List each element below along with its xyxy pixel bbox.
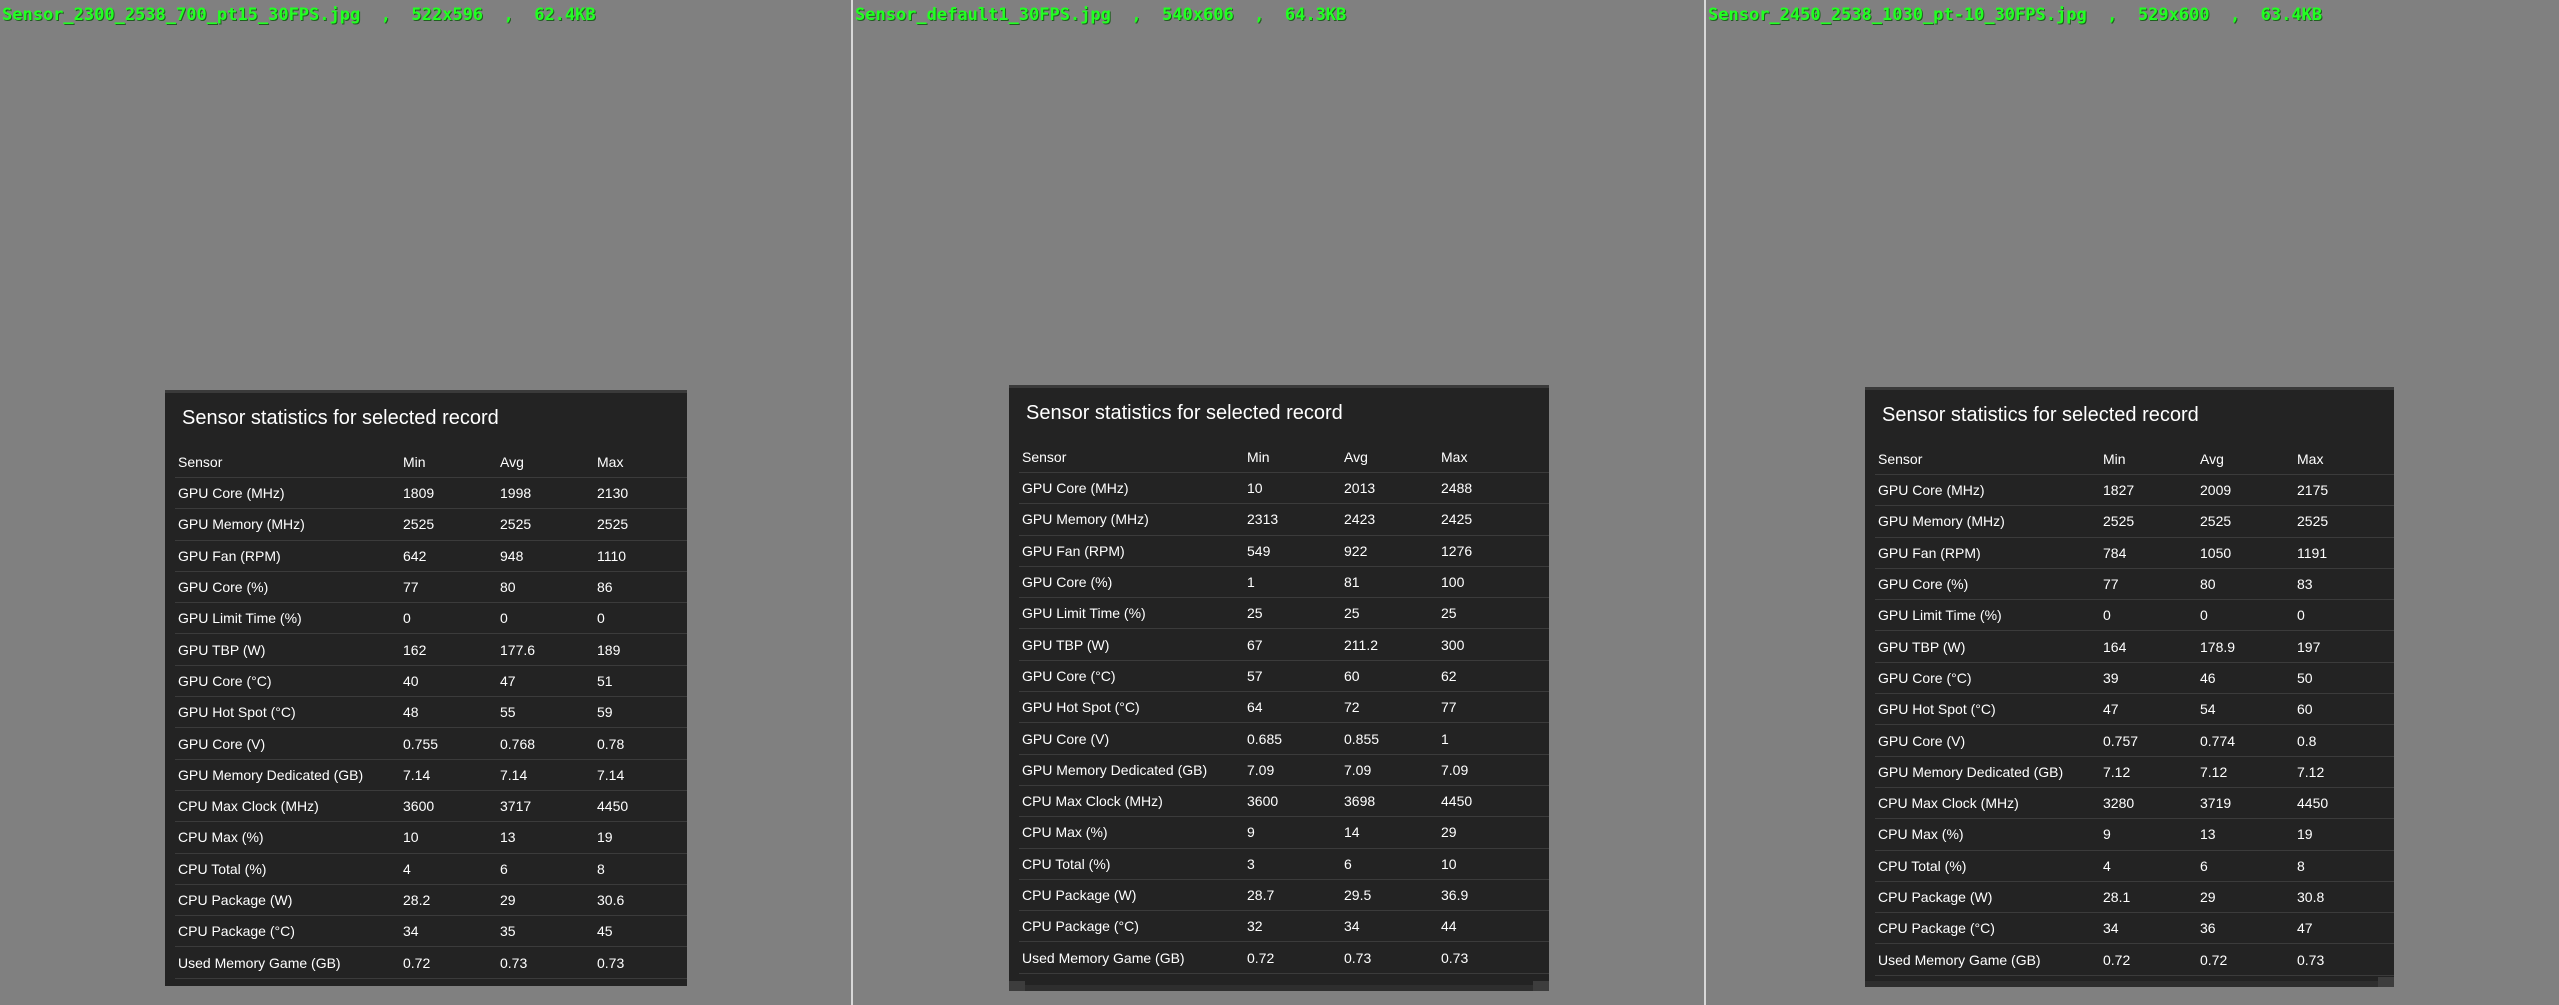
avg-value-cell: 0.774 bbox=[2197, 725, 2294, 756]
avg-value-cell: 922 bbox=[1341, 535, 1438, 566]
max-value-cell: 0.73 bbox=[2294, 944, 2394, 975]
scroll-left-handle[interactable] bbox=[1009, 981, 1025, 991]
sensor-name-cell: CPU Max (%) bbox=[175, 822, 400, 853]
sensor-name-cell: CPU Package (W) bbox=[175, 884, 400, 915]
avg-value-cell: 0.72 bbox=[2197, 944, 2294, 975]
max-value-cell: 2525 bbox=[594, 509, 687, 540]
min-value-cell: 3280 bbox=[2100, 787, 2197, 818]
min-value-cell: 1 bbox=[1244, 566, 1341, 597]
table-row bbox=[175, 634, 687, 665]
sensor-stats-panel bbox=[1865, 387, 2394, 987]
table-row bbox=[1019, 848, 1549, 879]
min-value-cell: 3600 bbox=[400, 790, 497, 821]
table-row bbox=[175, 759, 687, 790]
max-value-cell: 0.73 bbox=[594, 947, 687, 978]
sensor-name-cell: GPU Fan (RPM) bbox=[175, 540, 400, 571]
avg-value-cell: 7.14 bbox=[497, 759, 594, 790]
min-value-cell: 0.72 bbox=[2100, 944, 2197, 975]
sensor-name-cell: GPU Core (MHz) bbox=[1019, 473, 1244, 504]
max-value-cell: 36.9 bbox=[1438, 879, 1549, 910]
table-row bbox=[175, 728, 687, 759]
table-row bbox=[175, 947, 687, 978]
table-row bbox=[1019, 473, 1549, 504]
max-value-cell: 50 bbox=[2294, 662, 2394, 693]
sensor-name-cell: CPU Max Clock (MHz) bbox=[1875, 787, 2100, 818]
table-row bbox=[1875, 506, 2394, 537]
max-value-cell: 0.73 bbox=[1438, 942, 1549, 973]
avg-value-cell: 80 bbox=[497, 571, 594, 602]
min-value-cell: 642 bbox=[400, 540, 497, 571]
avg-value-cell: 6 bbox=[2197, 850, 2294, 881]
image-caption: Sensor_default1_30FPS.jpg , 540x606 , 64.3KB bbox=[855, 5, 1347, 25]
table-row bbox=[1875, 600, 2394, 631]
sensor-name-cell: GPU Core (°C) bbox=[1019, 660, 1244, 691]
avg-value-cell: 25 bbox=[1341, 598, 1438, 629]
min-value-cell: 7.14 bbox=[400, 759, 497, 790]
avg-value-cell: 35 bbox=[497, 916, 594, 947]
table-row bbox=[175, 884, 687, 915]
min-value-cell: 784 bbox=[2100, 537, 2197, 568]
min-value-cell: 164 bbox=[2100, 631, 2197, 662]
min-value-cell: 7.09 bbox=[1244, 754, 1341, 785]
max-value-cell: 2488 bbox=[1438, 473, 1549, 504]
sensor-name-cell: GPU Core (MHz) bbox=[175, 478, 400, 509]
min-value-cell: 67 bbox=[1244, 629, 1341, 660]
table-row bbox=[1875, 662, 2394, 693]
min-value-cell: 47 bbox=[2100, 694, 2197, 725]
max-value-cell: 7.12 bbox=[2294, 756, 2394, 787]
column-header-sensor: Sensor bbox=[1019, 442, 1244, 473]
sensor-stats-table bbox=[1875, 444, 2394, 976]
min-value-cell: 28.1 bbox=[2100, 881, 2197, 912]
table-row bbox=[175, 916, 687, 947]
column-header-avg: Avg bbox=[497, 447, 594, 478]
avg-value-cell: 46 bbox=[2197, 662, 2294, 693]
max-value-cell: 8 bbox=[2294, 850, 2394, 881]
table-row bbox=[175, 478, 687, 509]
avg-value-cell: 2525 bbox=[497, 509, 594, 540]
max-value-cell: 19 bbox=[594, 822, 687, 853]
max-value-cell: 1 bbox=[1438, 723, 1549, 754]
table-row bbox=[175, 540, 687, 571]
column-header-min: Min bbox=[400, 447, 497, 478]
table-row bbox=[175, 571, 687, 602]
column-header-max: Max bbox=[1438, 442, 1549, 473]
max-value-cell: 47 bbox=[2294, 913, 2394, 944]
min-value-cell: 7.12 bbox=[2100, 756, 2197, 787]
min-value-cell: 39 bbox=[2100, 662, 2197, 693]
table-row bbox=[1875, 725, 2394, 756]
avg-value-cell: 29 bbox=[2197, 881, 2294, 912]
table-row bbox=[1875, 694, 2394, 725]
min-value-cell: 0 bbox=[400, 603, 497, 634]
avg-value-cell: 3719 bbox=[2197, 787, 2294, 818]
sensor-name-cell: GPU Core (V) bbox=[1019, 723, 1244, 754]
panel-title: Sensor statistics for selected record bbox=[1882, 404, 2199, 426]
max-value-cell: 300 bbox=[1438, 629, 1549, 660]
sensor-name-cell: GPU TBP (W) bbox=[1875, 631, 2100, 662]
table-row bbox=[1875, 568, 2394, 599]
avg-value-cell: 7.09 bbox=[1341, 754, 1438, 785]
sensor-name-cell: Used Memory Game (GB) bbox=[175, 947, 400, 978]
max-value-cell: 62 bbox=[1438, 660, 1549, 691]
sensor-name-cell: GPU Fan (RPM) bbox=[1019, 535, 1244, 566]
avg-value-cell: 7.12 bbox=[2197, 756, 2294, 787]
min-value-cell: 64 bbox=[1244, 692, 1341, 723]
avg-value-cell: 6 bbox=[1341, 848, 1438, 879]
sensor-name-cell: CPU Total (%) bbox=[1019, 848, 1244, 879]
min-value-cell: 0.72 bbox=[400, 947, 497, 978]
max-value-cell: 59 bbox=[594, 697, 687, 728]
sensor-name-cell: GPU Core (%) bbox=[1019, 566, 1244, 597]
min-value-cell: 48 bbox=[400, 697, 497, 728]
table-row bbox=[1875, 913, 2394, 944]
table-row bbox=[175, 603, 687, 634]
table-row bbox=[1875, 819, 2394, 850]
min-value-cell: 77 bbox=[400, 571, 497, 602]
min-value-cell: 0.72 bbox=[1244, 942, 1341, 973]
min-value-cell: 25 bbox=[1244, 598, 1341, 629]
min-value-cell: 77 bbox=[2100, 568, 2197, 599]
max-value-cell: 44 bbox=[1438, 911, 1549, 942]
table-row bbox=[1019, 911, 1549, 942]
image-pane-1 bbox=[0, 0, 851, 1005]
max-value-cell: 4450 bbox=[594, 790, 687, 821]
avg-value-cell: 0.73 bbox=[1341, 942, 1438, 973]
avg-value-cell: 1998 bbox=[497, 478, 594, 509]
sensor-name-cell: GPU Memory Dedicated (GB) bbox=[175, 759, 400, 790]
avg-value-cell: 34 bbox=[1341, 911, 1438, 942]
image-pane-3 bbox=[1706, 0, 2559, 1005]
table-row bbox=[1875, 631, 2394, 662]
scroll-right-handle[interactable] bbox=[1533, 981, 1549, 991]
sensor-name-cell: CPU Package (°C) bbox=[1019, 911, 1244, 942]
avg-value-cell: 178.9 bbox=[2197, 631, 2294, 662]
sensor-name-cell: GPU Memory (MHz) bbox=[175, 509, 400, 540]
min-value-cell: 2525 bbox=[400, 509, 497, 540]
max-value-cell: 197 bbox=[2294, 631, 2394, 662]
sensor-name-cell: GPU Memory Dedicated (GB) bbox=[1019, 754, 1244, 785]
min-value-cell: 0 bbox=[2100, 600, 2197, 631]
image-caption: Sensor_2450_2538_1030_pt-10_30FPS.jpg , 529x600 , 63.4KB bbox=[1708, 5, 2323, 25]
sensor-name-cell: GPU TBP (W) bbox=[175, 634, 400, 665]
table-row bbox=[1019, 598, 1549, 629]
max-value-cell: 100 bbox=[1438, 566, 1549, 597]
table-row bbox=[175, 853, 687, 884]
avg-value-cell: 80 bbox=[2197, 568, 2294, 599]
table-row bbox=[1019, 942, 1549, 973]
max-value-cell: 7.14 bbox=[594, 759, 687, 790]
avg-value-cell: 2013 bbox=[1341, 473, 1438, 504]
avg-value-cell: 29.5 bbox=[1341, 879, 1438, 910]
avg-value-cell: 2009 bbox=[2197, 475, 2294, 506]
min-value-cell: 549 bbox=[1244, 535, 1341, 566]
max-value-cell: 0 bbox=[594, 603, 687, 634]
avg-value-cell: 0 bbox=[497, 603, 594, 634]
min-value-cell: 34 bbox=[2100, 913, 2197, 944]
avg-value-cell: 13 bbox=[497, 822, 594, 853]
avg-value-cell: 0 bbox=[2197, 600, 2294, 631]
min-value-cell: 162 bbox=[400, 634, 497, 665]
max-value-cell: 7.09 bbox=[1438, 754, 1549, 785]
sensor-name-cell: CPU Max (%) bbox=[1019, 817, 1244, 848]
min-value-cell: 57 bbox=[1244, 660, 1341, 691]
sensor-name-cell: CPU Package (W) bbox=[1019, 879, 1244, 910]
min-value-cell: 1827 bbox=[2100, 475, 2197, 506]
max-value-cell: 1110 bbox=[594, 540, 687, 571]
sensor-name-cell: CPU Max Clock (MHz) bbox=[175, 790, 400, 821]
max-value-cell: 10 bbox=[1438, 848, 1549, 879]
column-header-sensor: Sensor bbox=[175, 447, 400, 478]
sensor-name-cell: GPU Hot Spot (°C) bbox=[1875, 694, 2100, 725]
sensor-name-cell: CPU Total (%) bbox=[175, 853, 400, 884]
sensor-name-cell: GPU Limit Time (%) bbox=[175, 603, 400, 634]
max-value-cell: 8 bbox=[594, 853, 687, 884]
sensor-name-cell: Used Memory Game (GB) bbox=[1875, 944, 2100, 975]
table-row bbox=[1019, 785, 1549, 816]
avg-value-cell: 211.2 bbox=[1341, 629, 1438, 660]
min-value-cell: 0.755 bbox=[400, 728, 497, 759]
scroll-right-handle[interactable] bbox=[2378, 977, 2394, 987]
max-value-cell: 1191 bbox=[2294, 537, 2394, 568]
sensor-stats-panel bbox=[1009, 385, 1549, 991]
max-value-cell: 30.8 bbox=[2294, 881, 2394, 912]
table-row bbox=[1019, 660, 1549, 691]
sensor-name-cell: GPU Memory Dedicated (GB) bbox=[1875, 756, 2100, 787]
table-row bbox=[1875, 944, 2394, 975]
min-value-cell: 40 bbox=[400, 665, 497, 696]
sensor-name-cell: GPU Core (°C) bbox=[1875, 662, 2100, 693]
table-row bbox=[175, 697, 687, 728]
sensor-name-cell: GPU Fan (RPM) bbox=[1875, 537, 2100, 568]
min-value-cell: 0.757 bbox=[2100, 725, 2197, 756]
table-row bbox=[1875, 881, 2394, 912]
sensor-name-cell: GPU Core (%) bbox=[175, 571, 400, 602]
sensor-name-cell: GPU Core (V) bbox=[175, 728, 400, 759]
sensor-name-cell: GPU Core (%) bbox=[1875, 568, 2100, 599]
avg-value-cell: 14 bbox=[1341, 817, 1438, 848]
min-value-cell: 2313 bbox=[1244, 504, 1341, 535]
horizontal-scrollbar[interactable] bbox=[1009, 985, 1549, 991]
avg-value-cell: 54 bbox=[2197, 694, 2294, 725]
table-row bbox=[1019, 692, 1549, 723]
avg-value-cell: 948 bbox=[497, 540, 594, 571]
table-row bbox=[1019, 754, 1549, 785]
max-value-cell: 189 bbox=[594, 634, 687, 665]
max-value-cell: 1276 bbox=[1438, 535, 1549, 566]
table-row bbox=[1019, 723, 1549, 754]
max-value-cell: 29 bbox=[1438, 817, 1549, 848]
table-header-row bbox=[1875, 444, 2394, 475]
max-value-cell: 4450 bbox=[1438, 785, 1549, 816]
table-row bbox=[175, 790, 687, 821]
sensor-name-cell: GPU Core (MHz) bbox=[1875, 475, 2100, 506]
min-value-cell: 1809 bbox=[400, 478, 497, 509]
min-value-cell: 3 bbox=[1244, 848, 1341, 879]
table-row bbox=[1019, 817, 1549, 848]
column-header-min: Min bbox=[2100, 444, 2197, 475]
avg-value-cell: 0.768 bbox=[497, 728, 594, 759]
sensor-name-cell: CPU Max (%) bbox=[1875, 819, 2100, 850]
max-value-cell: 30.6 bbox=[594, 884, 687, 915]
column-header-max: Max bbox=[594, 447, 687, 478]
avg-value-cell: 36 bbox=[2197, 913, 2294, 944]
sensor-stats-table bbox=[1019, 442, 1549, 974]
sensor-name-cell: GPU TBP (W) bbox=[1019, 629, 1244, 660]
sensor-name-cell: GPU Memory (MHz) bbox=[1019, 504, 1244, 535]
max-value-cell: 2425 bbox=[1438, 504, 1549, 535]
sensor-name-cell: CPU Package (°C) bbox=[175, 916, 400, 947]
max-value-cell: 0.78 bbox=[594, 728, 687, 759]
table-row bbox=[1875, 850, 2394, 881]
table-row bbox=[1019, 566, 1549, 597]
avg-value-cell: 47 bbox=[497, 665, 594, 696]
sensor-stats-panel bbox=[165, 390, 687, 986]
avg-value-cell: 0.855 bbox=[1341, 723, 1438, 754]
table-row bbox=[1875, 537, 2394, 568]
sensor-name-cell: CPU Package (°C) bbox=[1875, 913, 2100, 944]
max-value-cell: 83 bbox=[2294, 568, 2394, 599]
sensor-name-cell: CPU Package (W) bbox=[1875, 881, 2100, 912]
max-value-cell: 45 bbox=[594, 916, 687, 947]
avg-value-cell: 0.73 bbox=[497, 947, 594, 978]
avg-value-cell: 177.6 bbox=[497, 634, 594, 665]
min-value-cell: 34 bbox=[400, 916, 497, 947]
max-value-cell: 60 bbox=[2294, 694, 2394, 725]
max-value-cell: 0 bbox=[2294, 600, 2394, 631]
column-header-max: Max bbox=[2294, 444, 2394, 475]
table-row bbox=[175, 822, 687, 853]
max-value-cell: 2175 bbox=[2294, 475, 2394, 506]
sensor-name-cell: GPU Limit Time (%) bbox=[1875, 600, 2100, 631]
max-value-cell: 86 bbox=[594, 571, 687, 602]
horizontal-scrollbar[interactable] bbox=[1865, 981, 2394, 987]
avg-value-cell: 1050 bbox=[2197, 537, 2294, 568]
avg-value-cell: 81 bbox=[1341, 566, 1438, 597]
sensor-name-cell: CPU Max Clock (MHz) bbox=[1019, 785, 1244, 816]
max-value-cell: 77 bbox=[1438, 692, 1549, 723]
table-row bbox=[1875, 475, 2394, 506]
panel-title: Sensor statistics for selected record bbox=[1026, 402, 1343, 424]
min-value-cell: 28.7 bbox=[1244, 879, 1341, 910]
column-header-avg: Avg bbox=[2197, 444, 2294, 475]
min-value-cell: 32 bbox=[1244, 911, 1341, 942]
min-value-cell: 4 bbox=[400, 853, 497, 884]
table-row bbox=[1875, 787, 2394, 818]
table-row bbox=[1019, 879, 1549, 910]
avg-value-cell: 3717 bbox=[497, 790, 594, 821]
table-header-row bbox=[175, 447, 687, 478]
sensor-stats-table bbox=[175, 447, 687, 979]
sensor-name-cell: GPU Memory (MHz) bbox=[1875, 506, 2100, 537]
min-value-cell: 9 bbox=[1244, 817, 1341, 848]
min-value-cell: 0.685 bbox=[1244, 723, 1341, 754]
sensor-name-cell: GPU Limit Time (%) bbox=[1019, 598, 1244, 629]
min-value-cell: 4 bbox=[2100, 850, 2197, 881]
sensor-name-cell: Used Memory Game (GB) bbox=[1019, 942, 1244, 973]
panel-title: Sensor statistics for selected record bbox=[182, 407, 499, 429]
avg-value-cell: 2525 bbox=[2197, 506, 2294, 537]
max-value-cell: 2525 bbox=[2294, 506, 2394, 537]
sensor-name-cell: CPU Total (%) bbox=[1875, 850, 2100, 881]
avg-value-cell: 55 bbox=[497, 697, 594, 728]
min-value-cell: 28.2 bbox=[400, 884, 497, 915]
column-header-sensor: Sensor bbox=[1875, 444, 2100, 475]
sensor-name-cell: GPU Core (°C) bbox=[175, 665, 400, 696]
max-value-cell: 25 bbox=[1438, 598, 1549, 629]
min-value-cell: 3600 bbox=[1244, 785, 1341, 816]
sensor-name-cell: GPU Hot Spot (°C) bbox=[1019, 692, 1244, 723]
max-value-cell: 0.8 bbox=[2294, 725, 2394, 756]
avg-value-cell: 6 bbox=[497, 853, 594, 884]
avg-value-cell: 72 bbox=[1341, 692, 1438, 723]
avg-value-cell: 60 bbox=[1341, 660, 1438, 691]
sensor-name-cell: GPU Core (V) bbox=[1875, 725, 2100, 756]
image-pane-2 bbox=[853, 0, 1704, 1005]
table-row bbox=[1019, 535, 1549, 566]
min-value-cell: 10 bbox=[1244, 473, 1341, 504]
column-header-min: Min bbox=[1244, 442, 1341, 473]
sensor-name-cell: GPU Hot Spot (°C) bbox=[175, 697, 400, 728]
avg-value-cell: 13 bbox=[2197, 819, 2294, 850]
max-value-cell: 2130 bbox=[594, 478, 687, 509]
min-value-cell: 9 bbox=[2100, 819, 2197, 850]
min-value-cell: 2525 bbox=[2100, 506, 2197, 537]
avg-value-cell: 29 bbox=[497, 884, 594, 915]
max-value-cell: 4450 bbox=[2294, 787, 2394, 818]
column-header-avg: Avg bbox=[1341, 442, 1438, 473]
table-row bbox=[1019, 629, 1549, 660]
table-header-row bbox=[1019, 442, 1549, 473]
max-value-cell: 19 bbox=[2294, 819, 2394, 850]
avg-value-cell: 2423 bbox=[1341, 504, 1438, 535]
max-value-cell: 51 bbox=[594, 665, 687, 696]
image-caption: Sensor_2300_2538_700_pt15_30FPS.jpg , 522x596 , 62.4KB bbox=[2, 5, 596, 25]
table-row bbox=[175, 665, 687, 696]
table-row bbox=[1875, 756, 2394, 787]
table-row bbox=[1019, 504, 1549, 535]
min-value-cell: 10 bbox=[400, 822, 497, 853]
table-row bbox=[175, 509, 687, 540]
avg-value-cell: 3698 bbox=[1341, 785, 1438, 816]
